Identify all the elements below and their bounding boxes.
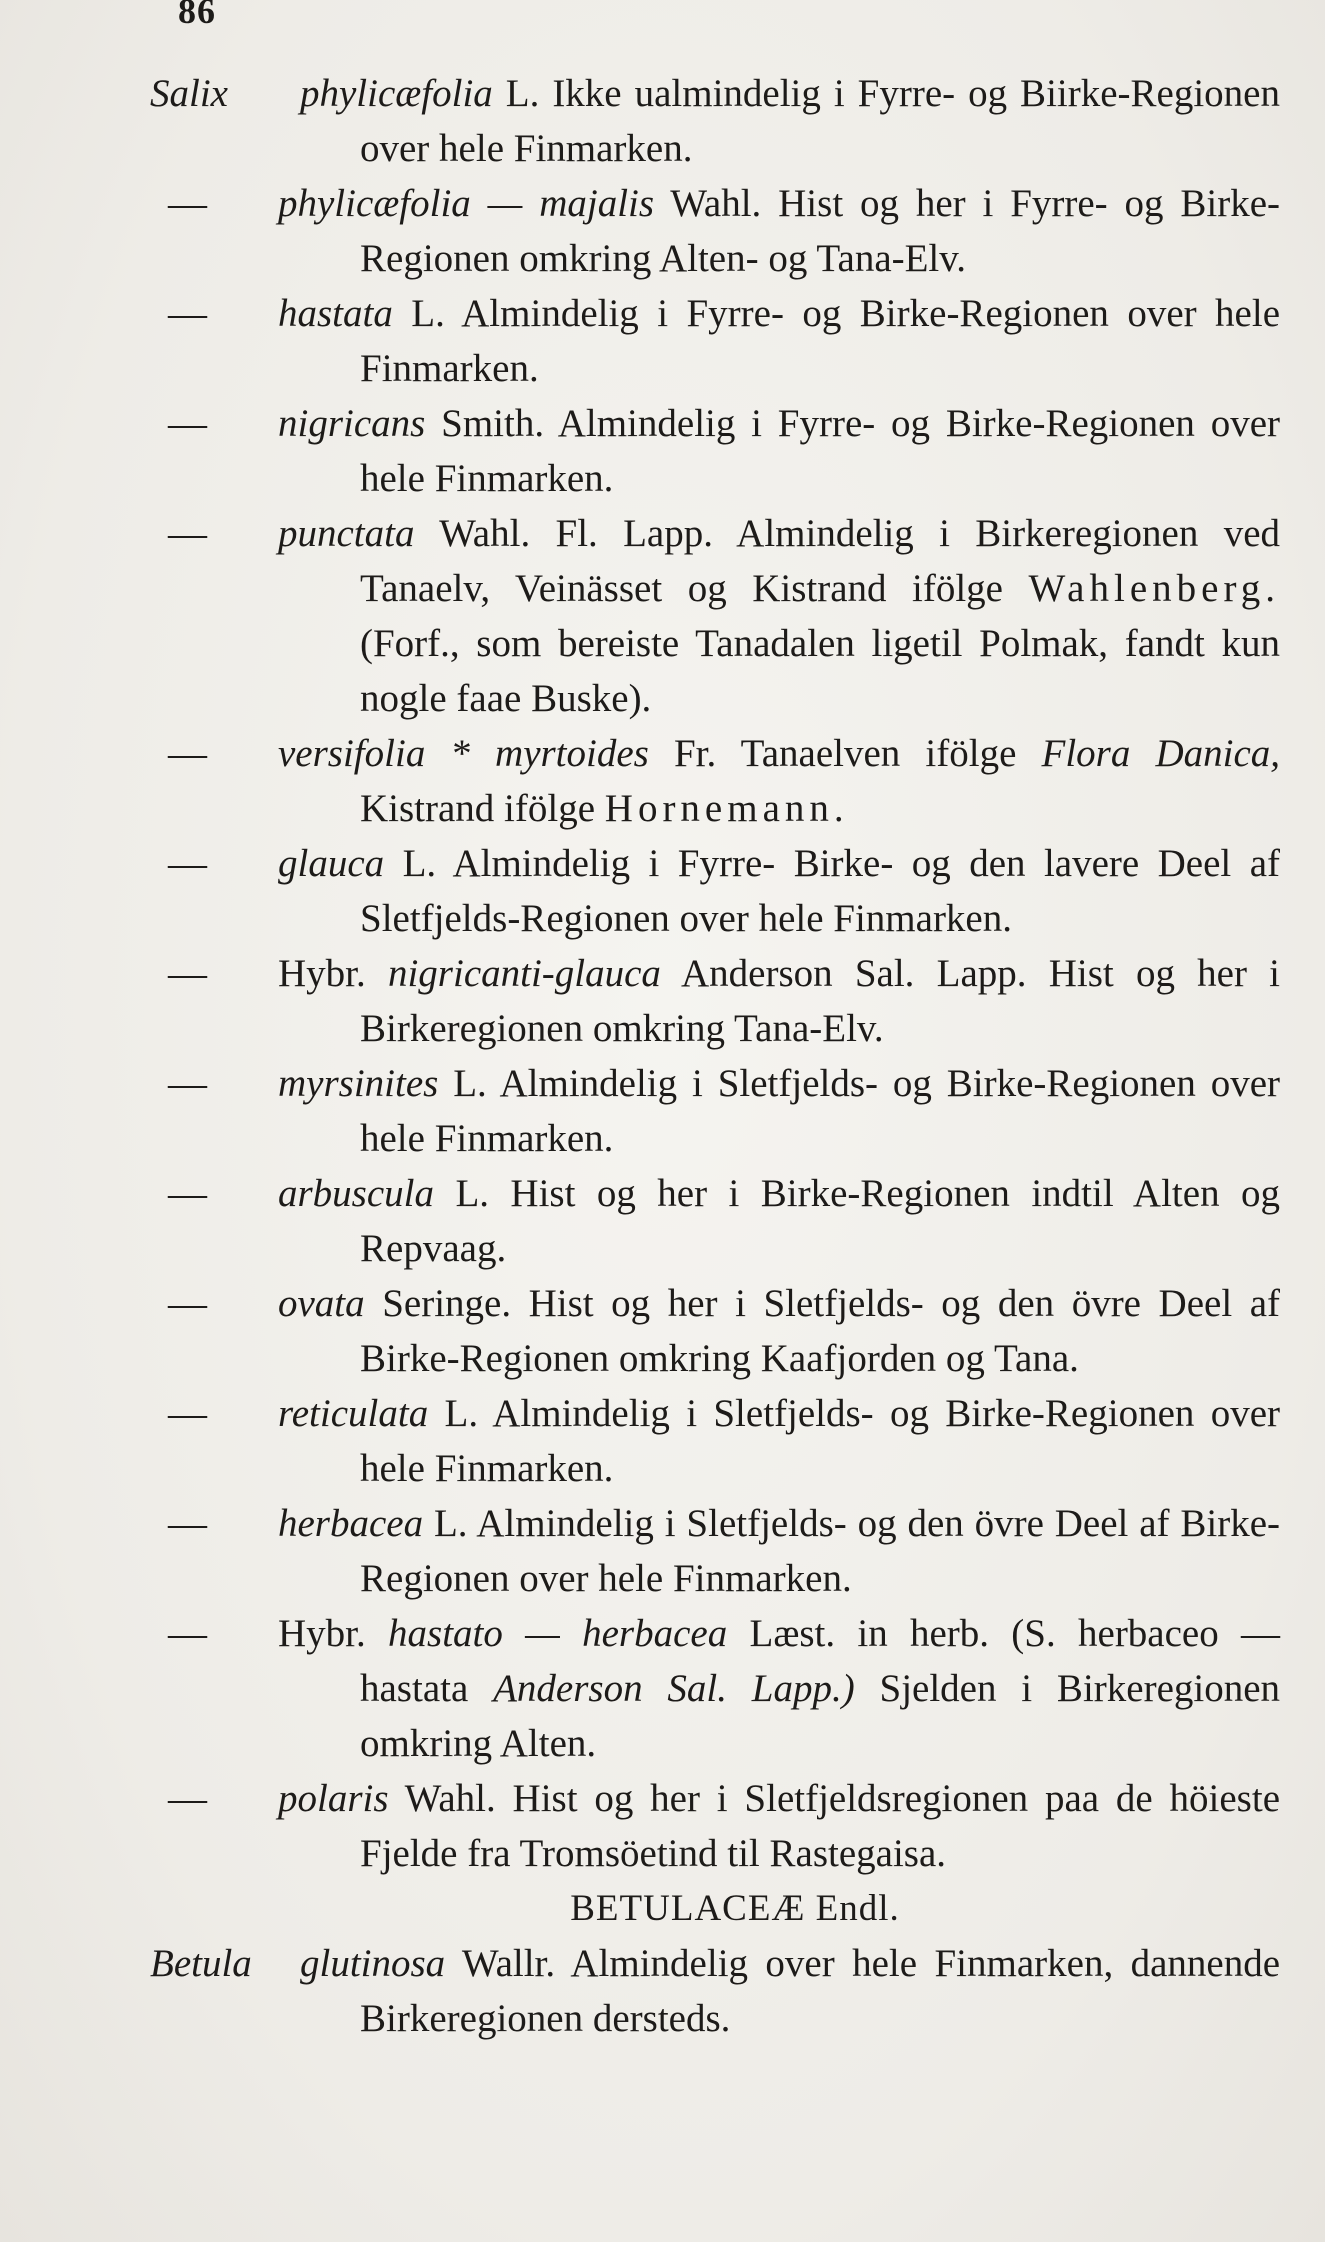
species-name: hastato — herbacea xyxy=(388,1612,728,1655)
species-description: L. Ikke ualmindelig i Fyrre- og Biirke-Regionen over hele Finmarken. xyxy=(360,72,1280,170)
species-entry xyxy=(150,726,1280,836)
ditto-dash: — xyxy=(168,1392,207,1435)
species-name: phylicæfolia — majalis xyxy=(278,182,655,225)
species-name: nigricans xyxy=(278,402,426,445)
species-name: glutinosa xyxy=(300,1942,446,1985)
hybrid-prefix: Hybr. xyxy=(278,1612,366,1655)
species-name: herbacea xyxy=(278,1502,424,1545)
species-description-cont: (Forf., som bereiste Tanadalen ligetil Polmak, fandt kun nogle faae Buske). xyxy=(360,622,1280,720)
species-description: L. Almindelig i Fyrre- Birke- og den lavere Deel af Sletfjelds-Regionen over hele Finmarken. xyxy=(360,842,1281,940)
ditto-dash: — xyxy=(168,292,207,335)
species-entry xyxy=(150,836,1280,946)
species-name: reticulata xyxy=(278,1392,429,1435)
hybrid-prefix: Hybr. xyxy=(278,952,366,995)
species-description: L. Hist og her i Birke-Regionen indtil Alten og Repvaag. xyxy=(360,1172,1281,1270)
species-name: hastata xyxy=(278,292,393,335)
ditto-dash: — xyxy=(168,1612,207,1655)
reference-title: Flora Danica, xyxy=(1041,732,1281,775)
species-description-cont: Kistrand ifölge xyxy=(360,787,596,830)
species-name: phylicæfolia xyxy=(300,72,493,115)
species-entry xyxy=(150,1606,1280,1771)
species-description: L. Almindelig i Fyrre- og Birke-Regionen over hele Finmarken. xyxy=(360,292,1281,390)
species-description-cont: Sjelden i Birkeregionen omkring Alten. xyxy=(360,1667,1281,1765)
species-description: Fr. Tanaelven ifölge xyxy=(673,732,1017,775)
species-entry xyxy=(150,1166,1280,1276)
species-description: Læst. in herb. (S. herbaceo — hastata xyxy=(360,1612,1281,1710)
species-entry xyxy=(150,1936,1280,2046)
ditto-dash: — xyxy=(168,1172,207,1215)
species-description: Smith. Almindelig i Fyrre- og Birke-Regionen over hele Finmarken. xyxy=(360,402,1280,500)
species-description: Seringe. Hist og her i Sletfjelds- og den övre Deel af Birke-Regionen omkring Kaafjorden og Tana. xyxy=(360,1282,1281,1380)
ditto-dash: — xyxy=(168,1777,207,1820)
species-name: ovata xyxy=(278,1282,365,1325)
species-description: L. Almindelig i Sletfjelds- og Birke-Regionen over hele Finmarken. xyxy=(360,1062,1280,1160)
species-entry xyxy=(150,396,1280,506)
species-name: myrsinites xyxy=(278,1062,439,1105)
species-name: arbuscula xyxy=(278,1172,434,1215)
ditto-dash: — xyxy=(168,842,207,885)
ditto-dash: — xyxy=(168,1282,207,1325)
species-name: versifolia * myrtoides xyxy=(278,732,649,775)
species-entry xyxy=(150,66,1280,176)
species-description: L. Almindelig i Sletfjelds- og Birke-Regionen over hele Finmarken. xyxy=(360,1392,1280,1490)
species-entry xyxy=(150,1771,1280,1881)
species-name: polaris xyxy=(278,1777,389,1820)
species-description: Anderson Sal. Lapp. Hist og her i Birkeregionen omkring Tana-Elv. xyxy=(360,952,1280,1050)
species-entry xyxy=(150,1056,1280,1166)
ditto-dash: — xyxy=(168,1502,207,1545)
reference-title: Anderson Sal. Lapp.) xyxy=(493,1667,855,1710)
ditto-dash: — xyxy=(168,1062,207,1105)
ditto-dash: — xyxy=(168,402,207,445)
species-entry xyxy=(150,1496,1280,1606)
genus-name: Betula xyxy=(150,1942,252,1985)
species-entry xyxy=(150,506,1280,726)
author-name: Wahlenberg. xyxy=(1028,567,1280,610)
species-description: Wahl. Hist og her i Fyrre- og Birke-Regionen omkring Alten- og Tana-Elv. xyxy=(360,182,1280,280)
ditto-dash: — xyxy=(168,512,207,555)
species-entry xyxy=(150,1276,1280,1386)
genus-name: Salix xyxy=(150,72,228,115)
species-list xyxy=(150,66,1280,2046)
species-entry xyxy=(150,946,1280,1056)
ditto-dash: — xyxy=(168,952,207,995)
page-number: 86 xyxy=(178,0,216,31)
species-entry xyxy=(150,176,1280,286)
ditto-dash: — xyxy=(168,732,207,775)
species-name: glauca xyxy=(278,842,385,885)
species-name: nigricanti-glauca xyxy=(387,952,661,995)
species-entry xyxy=(150,286,1280,396)
species-description: L. Almindelig i Sletfjelds- og den övre Deel af Birke-Regionen over hele Finmarken. xyxy=(360,1502,1281,1600)
author-name: Hornemann. xyxy=(604,787,849,830)
species-description: Wahl. Fl. Lapp. Almindelig i Birkeregionen ved Tanaelv, Veinässet og Kistrand ifölge xyxy=(360,512,1280,610)
species-name: punctata xyxy=(278,512,415,555)
family-heading: BETULACEÆ Endl. xyxy=(570,1888,900,1929)
species-description: Wallr. Almindelig over hele Finmarken, dannende Birkeregionen dersteds. xyxy=(360,1942,1281,2040)
ditto-dash: — xyxy=(168,182,207,225)
species-entry xyxy=(150,1386,1280,1496)
species-description: Wahl. Hist og her i Sletfjeldsregionen paa de höieste Fjelde fra Tromsöetind til Rastegaisa. xyxy=(360,1777,1280,1875)
